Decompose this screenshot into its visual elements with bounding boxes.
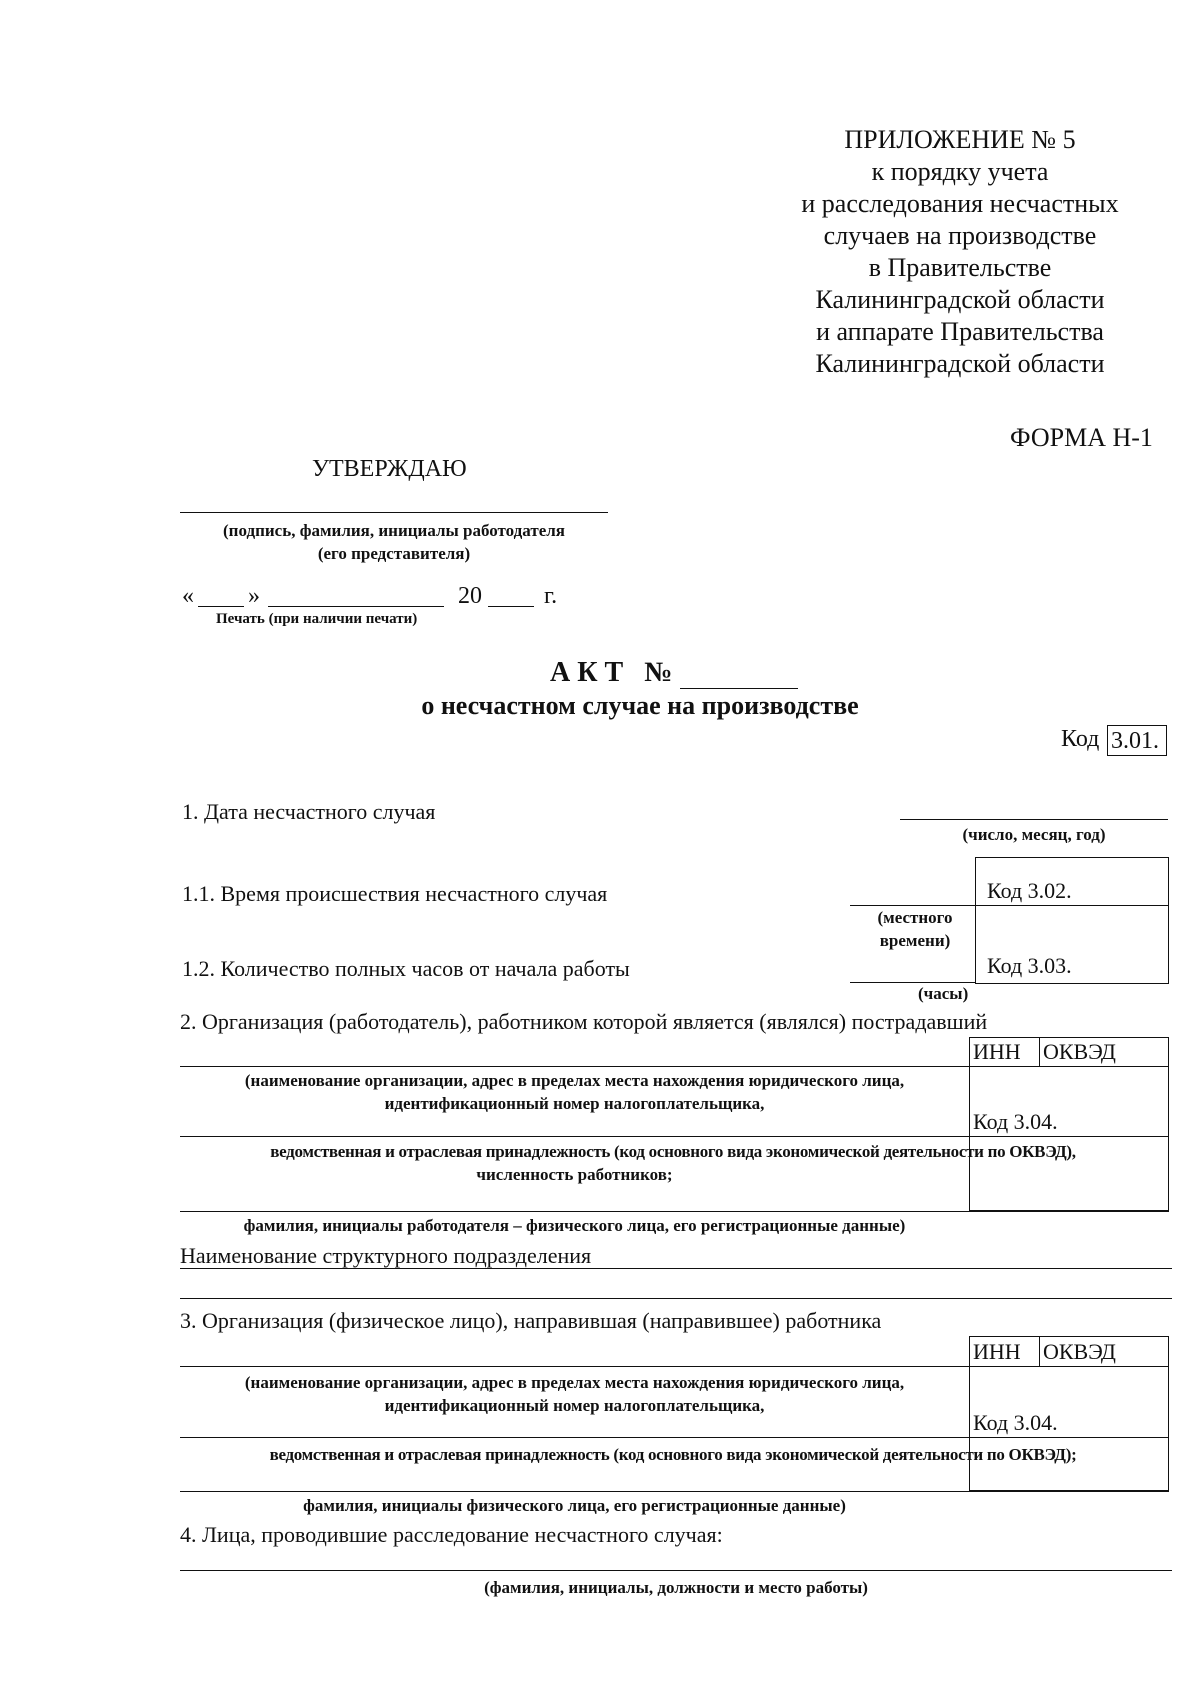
approval-signature-line[interactable] bbox=[180, 512, 608, 513]
date-quote-open: « bbox=[182, 583, 194, 609]
appendix-line: Калининградской области bbox=[815, 285, 1105, 314]
date-year-suffix: г. bbox=[544, 583, 558, 609]
date-day-line[interactable] bbox=[198, 606, 244, 607]
section1-1-caption: времени) bbox=[879, 931, 951, 950]
section4-label: 4. Лица, проводившие расследование несчастного случая: bbox=[180, 1522, 723, 1547]
section3-org-line[interactable] bbox=[180, 1437, 1169, 1438]
approval-title: УТВЕРЖДАЮ bbox=[312, 456, 467, 482]
act-code-label: Код bbox=[1061, 726, 1100, 752]
section3-caption: (наименование организации, адрес в пределах места нахождения юридического лица, bbox=[244, 1373, 905, 1392]
section1-1-label: 1.1. Время происшествия несчастного случая bbox=[182, 881, 608, 906]
time-code-divider bbox=[850, 905, 1169, 906]
section2-code: Код 3.04. bbox=[973, 1109, 1058, 1134]
section1-1-code: Код 3.02. bbox=[987, 878, 1072, 903]
section3-okved-divider bbox=[1039, 1336, 1040, 1367]
section2-org-line[interactable] bbox=[180, 1136, 1169, 1137]
appendix-line: и аппарате Правительства bbox=[816, 317, 1104, 346]
form-label: ФОРМА Н-1 bbox=[1010, 423, 1153, 452]
act-code-value: 3.01. bbox=[1111, 728, 1159, 754]
subdivision-label: Наименование структурного подразделения bbox=[180, 1243, 592, 1268]
section4-caption: (фамилия, инициалы, должности и место работы) bbox=[484, 1578, 868, 1597]
section2-caption: ведомственная и отраслевая принадлежность (код основного вида экономической деятельности по ОКВЭД), bbox=[270, 1142, 1076, 1161]
section1-1-caption: (местного bbox=[877, 908, 953, 927]
date-year-prefix: 20 bbox=[458, 583, 482, 609]
appendix-line: к порядку учета bbox=[871, 157, 1049, 186]
act-title: А К Т № bbox=[550, 657, 673, 688]
section1-2-code: Код 3.03. bbox=[987, 953, 1072, 978]
appendix-line: Калининградской области bbox=[815, 349, 1105, 378]
section1-2-caption: (часы) bbox=[918, 984, 969, 1003]
section1-2-label: 1.2. Количество полных часов от начала работы bbox=[182, 956, 630, 981]
section2-inn: ИНН bbox=[973, 1039, 1021, 1064]
act-subtitle: о несчастном случае на производстве bbox=[421, 691, 859, 720]
section2-okved: ОКВЭД bbox=[1043, 1039, 1116, 1064]
section3-caption: фамилия, инициалы физического лица, его регистрационные данные) bbox=[303, 1496, 846, 1515]
section2-label: 2. Организация (работодатель), работником которой является (являлся) пострадавший bbox=[180, 1009, 988, 1034]
section3-person-line[interactable] bbox=[180, 1491, 1169, 1492]
section2-okved-divider bbox=[1039, 1037, 1040, 1067]
appendix-line: ПРИЛОЖЕНИЕ № 5 bbox=[844, 125, 1076, 154]
section3-caption: идентификационный номер налогоплательщика, bbox=[384, 1396, 765, 1415]
section3-label: 3. Организация (физическое лицо), направившая (направившее) работника bbox=[180, 1308, 882, 1333]
section2-caption: (наименование организации, адрес в пределах места нахождения юридического лица, bbox=[244, 1071, 905, 1090]
section3-code: Код 3.04. bbox=[973, 1410, 1058, 1435]
appendix-line: в Правительстве bbox=[868, 253, 1052, 282]
subdivision-line[interactable] bbox=[180, 1268, 1172, 1269]
section2-caption: идентификационный номер налогоплательщика, bbox=[384, 1094, 765, 1113]
appendix-line: случаев на производстве bbox=[823, 221, 1097, 250]
section3-caption: ведомственная и отраслевая принадлежность (код основного вида экономической деятельности по ОКВЭД); bbox=[269, 1445, 1077, 1464]
date-quote-close: » bbox=[248, 583, 260, 609]
section4-line[interactable] bbox=[180, 1570, 1172, 1571]
section2-employer-line[interactable] bbox=[180, 1211, 1169, 1212]
section3-inn-bottom bbox=[180, 1366, 1169, 1367]
section2-inn-bottom bbox=[180, 1066, 1169, 1067]
subdivision-line-2[interactable] bbox=[180, 1298, 1172, 1299]
section1-caption: (число, месяц, год) bbox=[962, 825, 1106, 844]
section3-okved: ОКВЭД bbox=[1043, 1339, 1116, 1364]
date-month-line[interactable] bbox=[268, 606, 444, 607]
appendix-line: и расследования несчастных bbox=[801, 189, 1119, 218]
act-code-box bbox=[1107, 725, 1167, 756]
appendix-block bbox=[760, 124, 1160, 380]
section1-date-line[interactable] bbox=[900, 819, 1168, 820]
seal-caption: Печать (при наличии печати) bbox=[216, 611, 418, 627]
approval-caption: (подпись, фамилия, инициалы работодателя bbox=[223, 521, 565, 540]
section3-inn: ИНН bbox=[973, 1339, 1021, 1364]
approval-caption: (его представителя) bbox=[317, 544, 471, 563]
section2-caption: фамилия, инициалы работодателя – физического лица, его регистрационные данные) bbox=[243, 1216, 906, 1235]
date-year-line[interactable] bbox=[488, 606, 534, 607]
act-number-line[interactable] bbox=[680, 688, 798, 689]
section1-label: 1. Дата несчастного случая bbox=[182, 799, 436, 824]
section2-caption: численность работников; bbox=[476, 1165, 673, 1184]
